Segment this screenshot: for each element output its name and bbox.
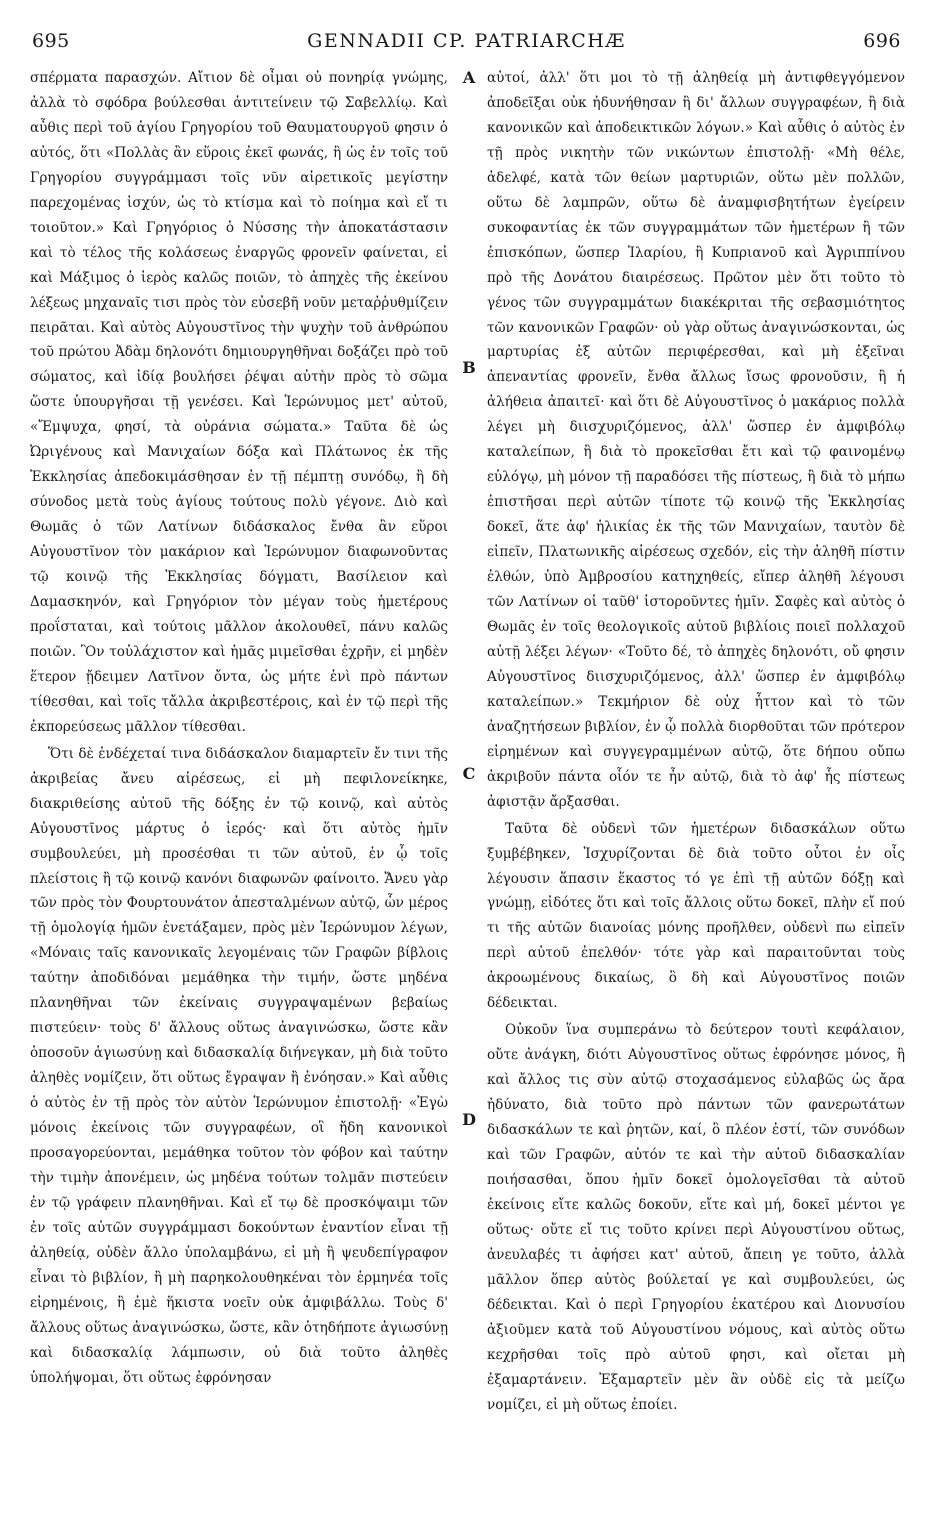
- right-paragraph-1: αὐτοί, ἀλλ' ὅτι μοι τὸ τῇ ἀληθείᾳ μὴ ἀντιφθεγγόμενον ἀποδεῖξαι οὐκ ἠδυνήθησαν ἢ δι' ἄλλων συγγραφέων, ἢ διὰ κανονικῶν καὶ ἀποδεικτικῶν λόγων.» Καὶ αὖθις ὁ αὐτὸς ἐν τῇ πρὸς νικητὴν τῶν νικώντων ἐπιστολῇ· «Μὴ θέλε, ἀδελφέ, κατὰ τῶν θείων μαρτυριῶν, οὕτω μὲν πολλῶν, οὕτω δὲ λαμπρῶν, οὕτω δὲ ἀναμφισβητήτων ἐγείρειν συκοφαντίας ἐκ τῶν συγγραμμάτων τῶν ἡμετέρων ἢ τῶν ἐπισκόπων, ὥσπερ Ἱλαρίου, ἢ Κυπριανοῦ καὶ Ἀγριππίνου πρὸ τῆς Δονάτου διαιρέσεως. Πρῶτον μὲν ὅτι τοῦτο τὸ γένος τῶν συγγραμμάτων διακέκριται τῆς σεβασμιότητος τῶν κανονικῶν Γραφῶν· οὐ γὰρ οὕτως ἀναγινώσκονται, ὡς μαρτυρίας ἐξ αὐτῶν περιφέρεσθαι, καὶ μὴ ἐξεῖναι ἀπεναντίας φρονεῖν, ἔνθα ἄλλως ἴσως φρονοῦσιν, ἢ ἡ ἀλήθεια ἀπαιτεῖ· καὶ ὅτι δὲ Αὐγουστῖνος ὁ μακάριος πολλὰ λέγει μὴ διισχυριζόμενος, ἀλλ' ὥσπερ ἐν ἀμφιβόλῳ καταλείπων, ἢ διὰ τὸ προκεῖσθαι ἔτι καὶ τῷ φαινομένῳ εὐλόγῳ, μὴ μόνον τῇ παραδόσει τῆς πίστεως, ἢ διὰ τὸ μήπω ἐπιστῆσαι περὶ αὐτῶν τίποτε τῷ κοινῷ τῆς Ἐκκλησίας δοκεῖ, ἅτε ἀφ' ἡλικίας ἐκ τῆς τῶν Μανιχαίων, ταυτὸν δὲ εἰπεῖν, Πλατωνικῆς αἱρέσεως σχεδόν, εἰς τὴν ἀληθῆ πίστιν ἐλθών, ὑπὸ Ἀμβροσίου κατηχηθείς, εἴπερ ἀληθῆ λέγουσι τῶν Λατίνων οἱ ταῦθ' ἱστοροῦντες ἡμῖν. Σαφὲς καὶ αὐτὸς ὁ Θωμᾶς ἐν τοῖς θεολογικοῖς αὐτοῦ βιβλίοις ποιεῖ πολλαχοῦ αὐτῇ λέξει λέγων· «Τοῦτο δέ, τὸ ἀπηχὲς δηλονότι, οὔ φησιν Αὐγουστῖνος διισχυριζόμενος, ἀλλ' ὥσπερ ἐν ἀμφιβόλῳ καταλείπων.» Τεκμήριον δὲ οὐχ ἧττον καὶ τὸ τῶν ἀναζητήσεων βιβλίον, ἐν ᾧ πολλὰ διορθοῦται τῶν πρότερον εἰρημένων καὶ συγγεγραμμένων αὐτῷ, ὅτε δήπου οὔπω ἀκριβοῦν πάντα οἷόν τε ἦν αὐτῷ, διὰ τὸ ἀφ' ἧς πίστεως ἀφιστᾷν ἄρξασθαι.: [487, 70, 905, 810]
- page-header: [32, 30, 901, 56]
- left-paragraph-2: Ὅτι δὲ ἐνδέχεταί τινα διδάσκαλον διαμαρτεῖν ἔν τινι τῆς ἀκριβείας ἄνευ αἱρέσεως, εἰ μὴ πεφιλονείκηκε, διακριθείσης αὐτοῦ τῆς δόξης ἐν τῷ κοινῷ, καὶ αὐτὸς Αὐγουστῖνος μάρτυς ὁ ἱερός· καὶ ὅτι αὐτὸς ἡμῖν συμβουλεύει, μὴ προσέσθαι τι τῶν αὐτοῦ, ἐν ᾧ τοῖς πλείστοις ἢ τῷ κοινῷ κανόνι διαφωνῶν φαίνοιτο. Ἄνευ γὰρ τῶν πρὸς τὸν Φουρτουνάτον ἀπεσταλμένων αὐτῷ, ὧν μέρος τῇ ὁμολογίᾳ ἡμῶν ἐνετάξαμεν, πρὸς μὲν Ἱερώνυμον λέγων, «Μόναις ταῖς κανονικαῖς λεγομέναις τῶν Γραφῶν βίβλοις ταύτην ἀποδιδόναι μεμάθηκα τὴν τιμήν, ὥστε μηδένα πλανηθῆναι τῶν ἐκείναις συγγραψαμένων βεβαίως πιστεύειν· τοὺς δ' ἄλλους οὕτως ἀναγινώσκω, ὥστε κἂν ὁποσοῦν ἁγιωσύνῃ καὶ διδασκαλίᾳ διήνεγκαν, μὴ διὰ τοῦτο ἀληθὲς νομίζειν, ὅτι οὕτως ἔγραψαν ἢ ἐνόησαν.» Καὶ αὖθις ὁ αὐτὸς ἐν τῇ πρὸς τὸν αὐτὸν Ἱερώνυμον ἐπιστολῇ· «Ἐγὼ μόνοις ἐκείνοις τῶν συγγραφέων, οἳ ἤδη κανονικοὶ προσαγορεύονται, μεμάθηκα τοῦτον τὸν φόβον καὶ ταύτην τὴν τιμὴν ἀπονέμειν, ὡς μηδένα τούτων τολμᾶν πιστεύειν ἐν τῷ γράφειν πλανηθῆναι. Καὶ εἴ τῳ δὲ προσκόψαιμι τῶν ἐν τοῖς αὐτῶν συγγράμμασι δοκούντων ἐναντίον εἶναι τῇ ἀληθείᾳ, οὐδὲν ἄλλο ὑπολαμβάνω, εἰ μὴ ἢ ψευδεπίγραφον εἶναι τὸ βιβλίον, ἢ μὴ παρηκολουθηκέναι τὸν ἑρμηνέα τοῖς εἰρημένοις, ἢ ἐμὲ ἥκιστα νοεῖν οὐκ ἀμφιβάλλω. Τοὺς δ' ἄλλους οὕτως ἀναγινώσκω, ὥστε, κἂν ὁτηδήποτε ἁγιωσύνῃ καὶ διδασκαλίᾳ λάμπωσιν, οὐ διὰ τοῦτο ἀληθὲς ὑπολήψομαι, ὅτι οὕτως ἐφρόνησαν: [30, 745, 448, 1386]
- left-column: [30, 66, 448, 1526]
- page-number-right: 696: [863, 30, 901, 52]
- right-paragraph-3: Οὐκοῦν ἵνα συμπεράνω τὸ δεύτερον τουτὶ κεφάλαιον, οὔτε ἀνάγκη, διότι Αὐγουστῖνος οὕτως ἐφρόνησε μόνος, ἢ καὶ ἄλλος τις σὺν αὐτῷ στοχασάμενος εὐλαβῶς ὡς ἄρα ἠδύνατο, διὰ τοῦτο πρὸ πάντων τῶν φανερωτάτων διδασκάλων τε καὶ ῥητῶν, καί, ὃ πλέον ἐστί, τῶν συνόδων καὶ τῶν Γραφῶν, αὐτόν τε καὶ τὴν αὐτοῦ διδασκαλίαν ποιήσασθαι, ὅπου ἡμῖν δοκεῖ ὁμολογεῖσθαι τὰ αὐτοῦ ἐκείνοις εἴτε καλῶς δοκοῦν, εἴτε καὶ μή, δοκεῖ μέντοι γε οὕτως· οὔτε εἴ τις τοῦτο κρίνει περὶ Αὐγουστίνου οὕτως, ἀνευλαβές τι ἀφήσει κατ' αὐτοῦ, ἄπειη γε τοῦτο, ἀλλὰ μᾶλλον ὅπερ αὐτὸς βούλεταί γε καὶ συμβουλεύει, ὡς δέδεικται. Καὶ ὁ περὶ Γρηγορίου ἑκατέρου καὶ Διονυσίου ἀξιοῦμεν κατὰ τοῦ Αὐγουστίνου νόμους, καὶ αὐτὸς οὕτω κεχρῆσθαι τοῖς πρὸ αὐτοῦ φησι, καὶ οἴεται μὴ ἐξαμαρτάνειν. Ἐξαμαρτεῖν μὲν ἂν οὐδὲ εἰς τὰ μείζω νομίζει, εἰ μὴ οὕτως ἐποίει.: [487, 1022, 905, 1413]
- margin-marker-b: B: [462, 358, 476, 377]
- running-title: GENNADII CP. PATRIARCHÆ: [307, 30, 626, 52]
- margin-marker-a: A: [462, 68, 476, 87]
- right-paragraph-2: Ταῦτα δὲ οὐδενὶ τῶν ἡμετέρων διδασκάλων οὕτω ξυμβέβηκεν, Ἰσχυρίζονται δὲ διὰ τοῦτο οὗτοι ἐν οἷς λέγουσιν ἅπασιν ἕκαστος τό γε ἐπὶ τῇ αὐτῶν δόξῃ καὶ γνώμῃ, εἰδότες ὅτι καὶ τοῖς ἄλλοις οὕτω δοκεῖ, πλὴν εἴ πού τι τῆς αὐτῶν διανοίας μόνης προῆλθεν, οὐδενὶ πω εἰπεῖν περὶ αὐτοῦ ἐπελθόν· τότε γὰρ καὶ παραιτοῦνται τοὺς ἀκροωμένους δικαίως, ὃ δὴ καὶ Αὐγουστῖνος ποιῶν δέδεικται.: [487, 820, 905, 1012]
- left-paragraph-1: σπέρματα παρασχών. Αἴτιον δὲ οἶμαι οὐ πονηρίᾳ γνώμης, ἀλλὰ τὸ σφόδρα βούλεσθαι ἀντιτείνειν τῷ Σαβελλίῳ. Καὶ αὖθις περὶ τοῦ ἁγίου Γρηγορίου τοῦ Θαυματουργοῦ φησιν ὁ αὐτός, ὅτι «Πολλὰς ἂν εὕροις ἐκεῖ φωνάς, ἢ ὡς ἐν τοῖς τοῦ Γρηγορίου συγγράμμασι τοῖς νῦν αἱρετικοῖς μεγίστην παρεχομένας ἰσχύν, ὡς τὸ κτίσμα καὶ τὸ ποίημα καὶ εἴ τι τοιοῦτον.» Καὶ Γρηγόριος ὁ Νύσσης τὴν ἀποκατάστασιν καὶ τὸ τέλος τῆς κολάσεως ἐναργῶς φρονεῖν φαίνεται, εἰ καὶ Μάξιμος ὁ ἱερὸς καλῶς ποιῶν, τὸ ἀπηχὲς τῆς ἐκείνου λέξεως μηχαναῖς τισι πρὸς τὸν εὐσεβῆ νοῦν μεταῤῥυθμίζειν πειρᾶται. Καὶ αὐτὸς Αὐγουστῖνος τὴν ψυχὴν τοῦ ἀνθρώπου τοῦ πρώτου Ἀδὰμ δηλονότι δημιουργηθῆναι δοξάζει πρὸ τοῦ σώματος, καὶ ἰδίᾳ βουλήσει ῥέψαι αὐτὴν πρὸς τὸ σῶμα ὥστε ὑπουργῆσαι τῇ γενέσει. Καὶ Ἱερώνυμος μετ' αὐτοῦ, «Ἔμψυχα, φησί, τὰ οὐράνια σώματα.» Ταῦτα δὲ ὡς Ὠριγένους καὶ Μανιχαίων δόξα καὶ Πλάτωνος ἐκ τῆς Ἐκκλησίας ἀπεδοκιμάσθησαν ἐν τῇ πέμπτῃ συνόδῳ, ἢ δὴ σύνοδος μετὰ τοὺς ἁγίους τούτους πολὺ γέγονε. Διὸ καὶ Θωμᾶς ὁ τῶν Λατίνων διδάσκαλος ἔνθα ἂν εὕροι Αὐγουστῖνον τὸν μακάριον καὶ Ἱερώνυμον διαφωνοῦντας τῷ κοινῷ τῆς Ἐκκλησίας δόγματι, Βασίλειον καὶ Δαμασκηνόν, καὶ Γρηγόριον τὸν μέγαν τοὺς ἡμετέρους προΐσταται, καὶ τούτοις μᾶλλον ἀκολουθεῖ, πάνυ καλῶς ποιῶν. Ὃν τοὐλάχιστον καὶ ἡμᾶς μιμεῖσθαι ἐχρῆν, εἰ μηδὲν ἕτερον ᾔδειμεν Λατῖνον ὄντα, ὡς μήτε ἑνὶ πρὸ πάντων τίθεσθαι, καὶ τοῖς τἄλλα ἀκριβεστέροις, καὶ ἐν τῷ περὶ τῆς ἐκπορεύσεως μᾶλλον τίθεσθαι.: [30, 70, 448, 735]
- margin-marker-c: C: [462, 764, 476, 783]
- right-column: [487, 66, 905, 1486]
- page-number-left: 695: [32, 30, 70, 52]
- margin-marker-d: D: [462, 1110, 476, 1129]
